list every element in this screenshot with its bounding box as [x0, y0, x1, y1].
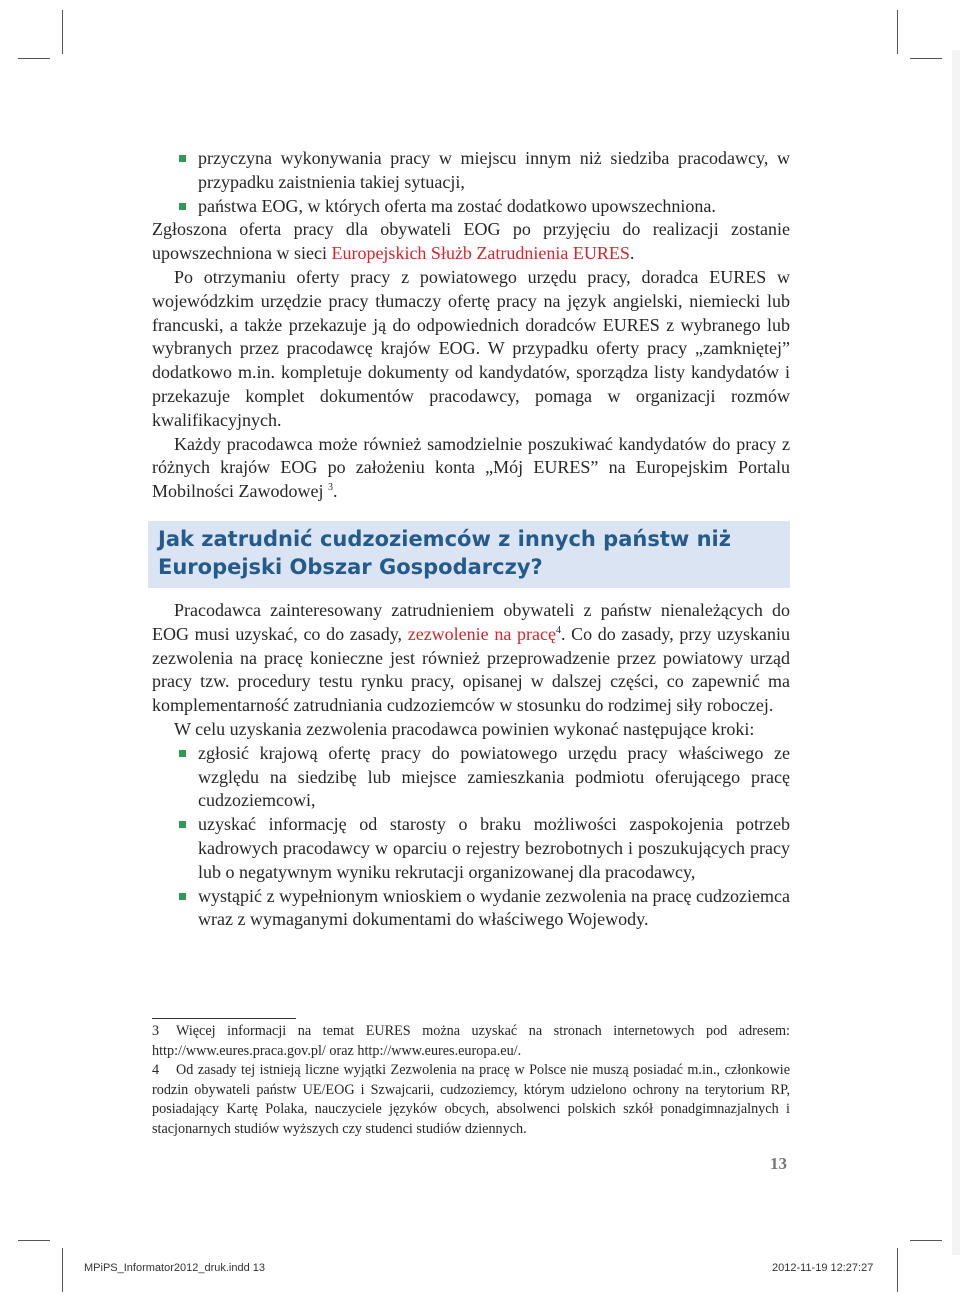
- footnote-divider: [152, 1018, 296, 1019]
- paragraph-kroki: W celu uzyskania zezwolenia pracodawca powinien wykonać następujące kroki:: [174, 718, 755, 739]
- square-bullet-icon: [179, 203, 186, 210]
- section-heading-box: [148, 521, 790, 588]
- page-number: 13: [770, 1154, 787, 1173]
- footnote-text: Więcej informacji na temat EURES można uzyskać na stronach internetowych pod adresem: http://www.eures.praca.gov.pl/ oraz http://www.eures.europa.eu/.: [152, 1023, 790, 1059]
- footnote-ref[interactable]: 4: [555, 624, 561, 636]
- crop-mark: [18, 1240, 50, 1241]
- crop-mark: [18, 58, 50, 59]
- page-edge-shade: [952, 50, 960, 1255]
- paragraph-pracodawca: [152, 433, 790, 504]
- top-content: [152, 147, 790, 504]
- footnote-ref[interactable]: 3: [327, 482, 333, 494]
- square-bullet-icon: [179, 750, 186, 757]
- paragraph-zezwolenie: [152, 599, 790, 718]
- footnotes: [152, 1022, 790, 1140]
- paragraph-text: . Co do zasady, przy uzyskaniu zezwolenia na pracę konieczne jest również przeprowadzenie przez powiatowy urząd pracy tzw. procedury testu rynku pracy, opisanej w dalszej części, co zapewnić ma komplementarność zatrudniania cudzoziemców w stosunku do rodzimej siły roboczej.: [152, 623, 791, 716]
- footnote-number: 3: [152, 1023, 160, 1039]
- eures-link[interactable]: Europejskich Służb Zatrudnienia EURES: [331, 243, 630, 264]
- section-title: Jak zatrudnić cudzoziemców z innych państw niż Europejski Obszar Gospodarczy?: [158, 527, 731, 579]
- list-item-text: uzyskać informację od starosty o braku możliwości zaspokojenia potrzeb kadrowych pracodawcy w oparciu o rejestry bezrobotnych i poszukujących pracy lub o negatywnym wyniku rekrutacji organizowanej dla pracodawcy,: [198, 814, 790, 882]
- crop-mark: [910, 58, 942, 59]
- list-item: [152, 195, 790, 219]
- crop-mark: [897, 1248, 898, 1292]
- list-item-text: państwa EOG, w których oferta ma zostać dodatkowo upowszechniona.: [198, 195, 716, 216]
- paragraph-doradca: Po otrzymaniu oferty pracy z powiatowego urzędu pracy, doradca EURES w wojewódzkim urzędzie pracy tłumaczy ofertę pracy na język angielski, niemiecki lub francuski, a także przekazuje ją do odpowiednich doradców EURES z wybranego lub wybranych przez pracodawcę krajów EOG. W przypadku oferty pracy „zamkniętej” dodatkowo m.in. kompletuje dokumenty od kandydatów, sporządza listy kandydatów i przekazuje komplet dokumentów pracodawcy, pomaga w organizacji rozmów kwalifikacyjnych.: [152, 266, 790, 430]
- square-bullet-icon: [179, 821, 186, 828]
- print-slug-timestamp: 2012-11-19 12:27:27: [772, 1262, 874, 1274]
- paragraph-eures: [152, 218, 790, 266]
- zezwolenie-link[interactable]: zezwolenie na pracę: [407, 623, 556, 644]
- crop-mark: [897, 10, 898, 54]
- paragraph-text: Pracodawca zainteresowany zatrudnieniem obywateli z państw nienależących do EOG musi uzyskać, co do zasady,: [152, 600, 790, 644]
- footnote: [152, 1022, 790, 1061]
- list-item: [152, 147, 790, 195]
- list-item-text: zgłosić krajową ofertę pracy do powiatowego urzędu pracy właściwego ze względu na siedzibę lub miejsce zamieszkania podmiotu oferującego pracę cudzoziemcowi,: [198, 742, 790, 811]
- footnote: [152, 1061, 790, 1139]
- list-item-text: wystąpić z wypełnionym wnioskiem o wydanie zezwolenia na pracę cudzoziemca wraz z wymaganymi dokumentami do właściwego Wojewody.: [198, 885, 790, 930]
- square-bullet-icon: [179, 155, 186, 162]
- crop-mark: [62, 1248, 63, 1292]
- footnote-number: 4: [152, 1062, 160, 1079]
- square-bullet-icon: [179, 893, 186, 900]
- paragraph-text: .: [332, 481, 338, 502]
- bullet-list-top: [152, 147, 790, 218]
- paragraph-text: .: [629, 243, 635, 264]
- list-item: [152, 885, 790, 933]
- list-item-text: przyczyna wykonywania pracy w miejscu innym niż siedziba pracodawcy, w przypadku zaistnienia takiej sytuacji,: [198, 148, 790, 192]
- bullet-list-steps: [152, 742, 790, 932]
- section-content: [152, 599, 790, 932]
- crop-mark: [910, 1240, 942, 1241]
- print-slug-file: MPiPS_Informator2012_druk.indd 13: [84, 1262, 265, 1274]
- crop-mark: [62, 10, 63, 54]
- paragraph-text: Każdy pracodawca może również samodzielnie poszukiwać kandydatów do pracy z różnych krajów EOG po założeniu konta „Mój EURES” na Europejskim Portalu Mobilności Zawodowej: [152, 433, 790, 502]
- footnote-text: Od zasady tej istnieją liczne wyjątki Zezwolenia na pracę w Polsce nie muszą posiadać m.in., członkowie rodzin obywateli państw UE/EOG i Szwajcarii, cudzoziemcy, którym udzielono ochrony na terytorium RP, posiadający Kartę Polaka, nauczyciele języków obcych, absolwenci polskich szkół ponadgimnazjalnych i stacjonarnych studiów wyższych czy studenci studiów dziennych.: [152, 1062, 790, 1137]
- paragraph-text: Zgłoszona oferta pracy dla obywateli EOG po przyjęciu do realizacji zostanie upowszechniona w sieci: [152, 219, 790, 264]
- list-item: [152, 742, 790, 813]
- list-item: [152, 813, 790, 884]
